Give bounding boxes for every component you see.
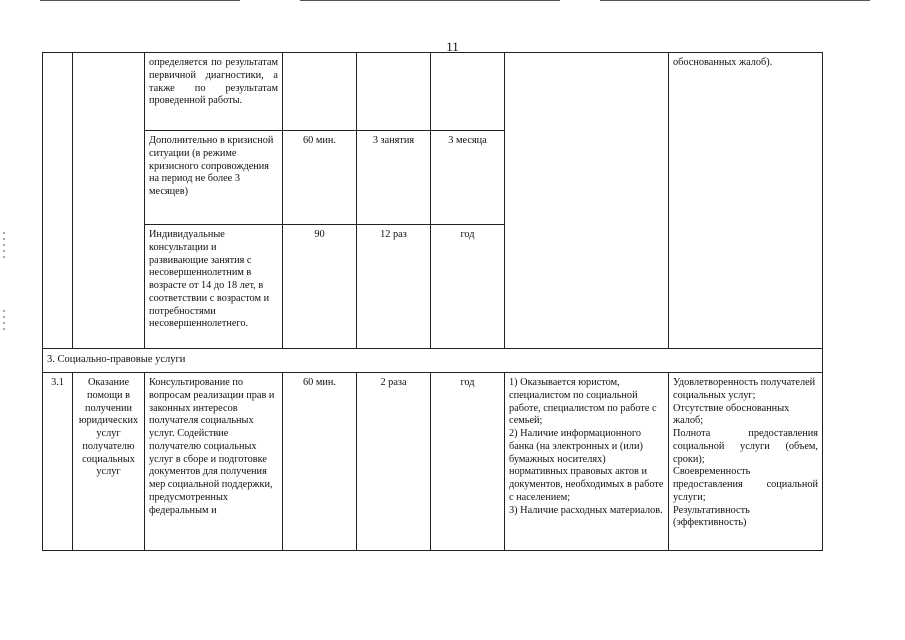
section-row: [43, 349, 823, 373]
period-cell: год: [431, 373, 505, 551]
table-row: [43, 53, 823, 131]
scan-top-rule: [40, 0, 240, 1]
services-table: [42, 52, 823, 551]
condition-item: 1) Оказывается юристом, специалистом по социальной работе, специалистом по работе с семьей;: [509, 377, 657, 427]
criteria-cell: [669, 373, 823, 551]
period-cell: год: [431, 225, 505, 349]
duration-cell: 90: [283, 225, 357, 349]
description-cell: определяется по результатам первичной диагностики, а также по результатам проведенной работы.: [145, 53, 283, 131]
criteria-item: Своевременность предоставления социальной услуги;: [673, 466, 818, 503]
count-cell: [357, 53, 431, 131]
conditions-cell: [505, 373, 669, 551]
period-cell: [431, 53, 505, 131]
name-cell: [73, 53, 145, 349]
count-cell: 2 раза: [357, 373, 431, 551]
criteria-item: Результативность (эффективность): [673, 504, 750, 529]
scan-top-rule: [300, 0, 560, 1]
description-cell: Дополнительно в кризисной ситуации (в режиме кризисного сопровождения на период не более 3 месяцев): [145, 131, 283, 225]
conditions-cell: [505, 53, 669, 349]
scan-edge-dots: [3, 232, 5, 262]
condition-item: 2) Наличие информационного банка (на электронных и (или) бумажных носителях) нормативных правовых актов и документов, необходимых в работе с населением;: [509, 428, 664, 503]
name-cell: Оказание помощи в получении юридических услуг получателю социальных услуг: [73, 373, 145, 551]
criteria-item: Отсутствие обоснованных жалоб;: [673, 402, 790, 427]
duration-cell: [283, 53, 357, 131]
criteria-item: Удовлетворенность получателей социальных услуг;: [673, 377, 816, 401]
scan-top-rule: [600, 0, 870, 1]
description-cell: Индивидуальные консультации и развивающие занятия с несовершеннолетним в возрасте от 14 до 18 лет, в соответствии с возрастом и потребностями несовершеннолетнего.: [145, 225, 283, 349]
description-cell: Консультирование по вопросам реализации прав и законных интересов получателя социальных услуг. Содействие получателю социальных услуг в сборе и подготовке документов для получения мер социальной поддержки, предусмотренных федеральным и: [145, 373, 283, 551]
num-cell: [43, 53, 73, 349]
condition-item: 3) Наличие расходных материалов.: [509, 504, 663, 516]
table-row: [43, 373, 823, 551]
num-cell: 3.1: [43, 373, 73, 551]
page-number: 11: [446, 39, 459, 54]
period-cell: 3 месяца: [431, 131, 505, 225]
count-cell: 12 раз: [357, 225, 431, 349]
duration-cell: 60 мин.: [283, 373, 357, 551]
duration-cell: 60 мин.: [283, 131, 357, 225]
section-title: 3. Социально-правовые услуги: [43, 349, 823, 373]
criteria-item: Полнота предоставления социальной услуги (объем, сроки);: [673, 428, 818, 465]
criteria-cell: обоснованных жалоб).: [669, 53, 823, 349]
count-cell: 3 занятия: [357, 131, 431, 225]
scan-edge-dots: [3, 310, 5, 330]
